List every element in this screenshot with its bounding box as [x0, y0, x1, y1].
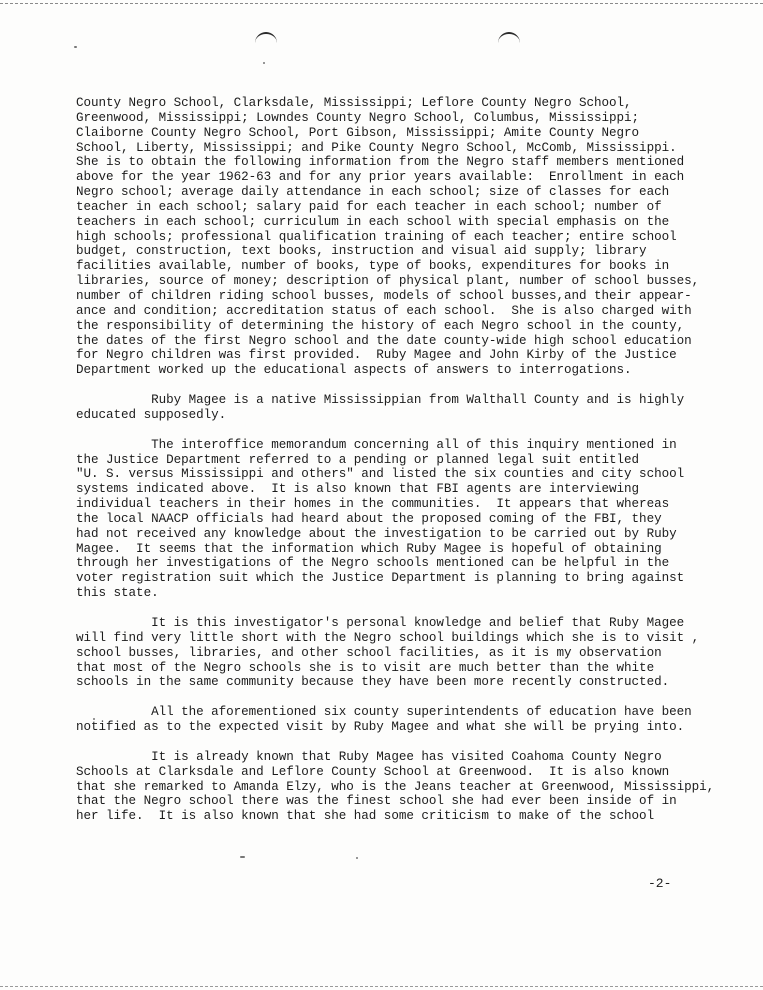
text-line: this state.: [76, 586, 159, 601]
text-line: systems indicated above. It is also known that FBI agents are interviewing: [76, 482, 640, 497]
paragraph: [76, 750, 726, 824]
text-line: voter registration suit which the Justice Department is planning to bring against: [76, 571, 685, 586]
paragraph: [76, 393, 726, 423]
text-line: her life. It is also known that she had some criticism to make of the school: [76, 809, 655, 824]
text-line: facilities available, number of books, type of books, expenditures for books in: [76, 259, 670, 274]
text-line: that most of the Negro schools she is to visit are much better than the white: [76, 660, 655, 675]
paragraph: [76, 96, 726, 378]
hole-punch-mark-left: [255, 32, 277, 44]
text-line: ance and condition; accreditation status of each school. She is also charged with: [76, 303, 692, 318]
text-line: Ruby Magee is a native Mississippian from Walthall County and is highly: [76, 393, 685, 408]
scan-speck: [74, 46, 77, 48]
text-line: that the Negro school there was the finest school she had ever been inside of in: [76, 794, 677, 809]
page-top-edge: [0, 3, 763, 4]
text-line: All the aforementioned six county superintendents of education have been: [76, 705, 692, 720]
text-line: the local NAACP officials had heard about the proposed coming of the FBI, they: [76, 511, 662, 526]
text-line: libraries, source of money; description of physical plant, number of school busses,: [76, 274, 700, 289]
text-line: budget, construction, text books, instruction and visual aid supply; library: [76, 244, 647, 259]
text-line: She is to obtain the following information from the Negro staff members mentioned: [76, 155, 685, 170]
text-line: Department worked up the educational aspects of answers to interrogations.: [76, 363, 632, 378]
text-line: It is already known that Ruby Magee has visited Coahoma County Negro: [76, 749, 662, 764]
paragraph: [76, 705, 726, 735]
text-line: above for the year 1962-63 and for any prior years available: Enrollment in each: [76, 170, 685, 185]
text-line: schools in the same community because they have been more recently constructed.: [76, 675, 670, 690]
text-line: School, Liberty, Mississippi; and Pike County Negro School, McComb, Mississippi.: [76, 140, 677, 155]
text-line: that she remarked to Amanda Elzy, who is the Jeans teacher at Greenwood, Mississippi,: [76, 779, 715, 794]
text-line: It is this investigator's personal knowledge and belief that Ruby Magee: [76, 616, 685, 630]
text-line: individual teachers in their homes in the communities. It appears that whereas: [76, 497, 670, 512]
scan-speck: [356, 857, 358, 859]
scan-speck: [240, 856, 245, 858]
text-line: high schools; professional qualification training of each teacher; entire school: [76, 229, 677, 244]
text-line: the Justice Department referred to a pending or planned legal suit entitled: [76, 452, 640, 467]
text-line: educated supposedly.: [76, 407, 227, 422]
text-line: Greenwood, Mississippi; Lowndes County Negro School, Columbus, Mississippi;: [76, 110, 640, 125]
text-line: Claiborne County Negro School, Port Gibson, Mississippi; Amite County Negro: [76, 125, 640, 140]
text-line: notified as to the expected visit by Ruby Magee and what she will be prying into.: [76, 720, 685, 735]
scan-speck: [263, 62, 265, 64]
text-line: number of children riding school busses, models of school busses,and their appear-: [76, 288, 692, 303]
text-line: The interoffice memorandum concerning all of this inquiry mentioned in: [76, 437, 677, 452]
text-line: through her investigations of the Negro schools mentioned can be helpful in the: [76, 556, 670, 571]
text-line: for Negro children was first provided. Ruby Magee and John Kirby of the Justice: [76, 348, 677, 363]
text-line: County Negro School, Clarksdale, Mississippi; Leflore County Negro School,: [76, 96, 632, 110]
document-body: [76, 96, 726, 839]
text-line: school busses, libraries, and other school facilities, as it is my observation: [76, 645, 662, 660]
paragraph: [76, 616, 726, 690]
text-line: the dates of the first Negro school and the date county-wide high school education: [76, 333, 692, 348]
text-line: "U. S. versus Mississippi and others" and listed the six counties and city school: [76, 467, 685, 482]
text-line: teacher in each school; salary paid for each teacher in each school; number of: [76, 199, 662, 214]
paragraph: [76, 438, 726, 601]
page-number: -2-: [648, 876, 672, 891]
text-line: the responsibility of determining the history of each Negro school in the county,: [76, 318, 685, 333]
text-line: Negro school; average daily attendance in each school; size of classes for each: [76, 185, 670, 200]
page-bottom-edge: [0, 986, 763, 987]
text-line: Magee. It seems that the information which Ruby Magee is hopeful of obtaining: [76, 541, 662, 556]
text-line: Schools at Clarksdale and Leflore County School at Greenwood. It is also known: [76, 764, 670, 779]
text-line: teachers in each school; curriculum in each school with special emphasis on the: [76, 214, 670, 229]
text-line: had not received any knowledge about the investigation to be carried out by Ruby: [76, 526, 677, 541]
hole-punch-mark-right: [498, 32, 520, 44]
text-line: will find very little short with the Negro school buildings which she is to visit ,: [76, 630, 700, 645]
